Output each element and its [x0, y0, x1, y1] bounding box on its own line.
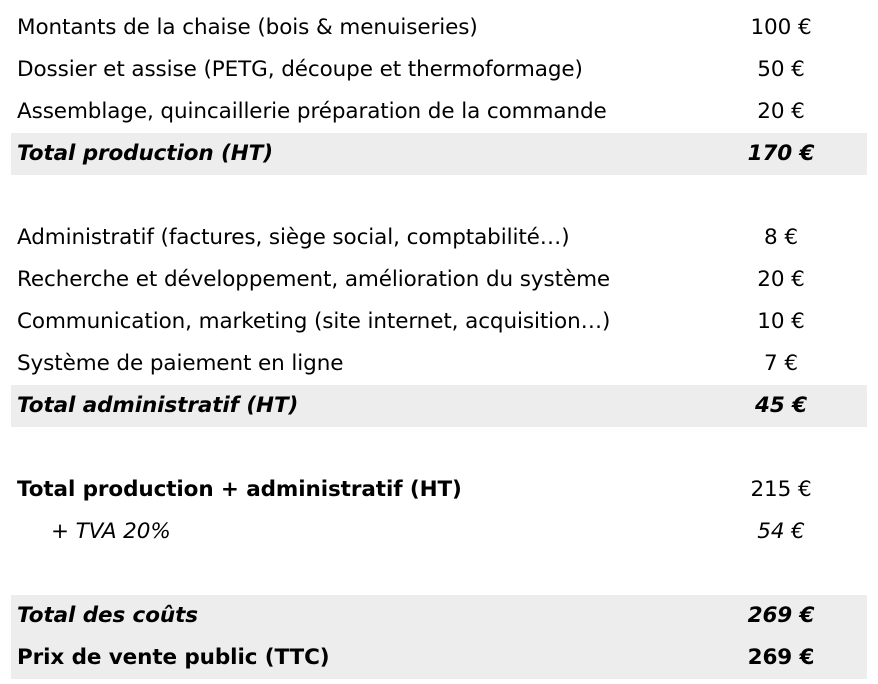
- combined-total-label: Total production + administratif (HT): [17, 477, 462, 502]
- total-administratif-value: 45 €: [755, 393, 807, 418]
- cost-value: 100 €: [750, 15, 812, 40]
- cost-value: 7 €: [764, 351, 798, 376]
- cost-label: Dossier et assise (PETG, découpe et thermoformage): [17, 57, 583, 82]
- tva-row: [11, 511, 867, 553]
- total-costs-label: Total des coûts: [17, 603, 198, 628]
- combined-total-row: [11, 469, 867, 511]
- cost-row: [11, 49, 867, 91]
- cost-label: Administratif (factures, siège social, comptabilité…): [17, 225, 570, 250]
- cost-value: 20 €: [757, 267, 805, 292]
- total-costs-row: [11, 595, 867, 637]
- cost-label: Système de paiement en ligne: [17, 351, 344, 376]
- cost-row: [11, 7, 867, 49]
- cost-value: 50 €: [757, 57, 805, 82]
- cost-label: Communication, marketing (site internet, acquisition…): [17, 309, 611, 334]
- total-costs-value: 269 €: [747, 603, 815, 628]
- cost-row: [11, 91, 867, 133]
- cost-row: [11, 301, 867, 343]
- tva-label: + TVA 20%: [51, 519, 171, 544]
- cost-label: Assemblage, quincaillerie préparation de la commande: [17, 99, 607, 124]
- total-administratif-label: Total administratif (HT): [17, 393, 299, 418]
- total-production-row: [11, 133, 867, 175]
- cost-label: Montants de la chaise (bois & menuiseries): [17, 15, 478, 40]
- retail-price-value: 269 €: [747, 645, 815, 670]
- total-production-label: Total production (HT): [17, 141, 273, 166]
- tva-value: 54 €: [757, 519, 805, 544]
- cost-row: [11, 217, 867, 259]
- cost-value: 20 €: [757, 99, 805, 124]
- cost-value: 8 €: [764, 225, 798, 250]
- cost-label: Recherche et développement, amélioration du système: [17, 267, 611, 292]
- retail-price-label: Prix de vente public (TTC): [17, 645, 330, 670]
- total-production-value: 170 €: [747, 141, 815, 166]
- combined-total-value: 215 €: [750, 477, 812, 502]
- cost-row: [11, 343, 867, 385]
- retail-price-row: [11, 637, 867, 679]
- total-administratif-row: [11, 385, 867, 427]
- cost-row: [11, 259, 867, 301]
- cost-value: 10 €: [757, 309, 805, 334]
